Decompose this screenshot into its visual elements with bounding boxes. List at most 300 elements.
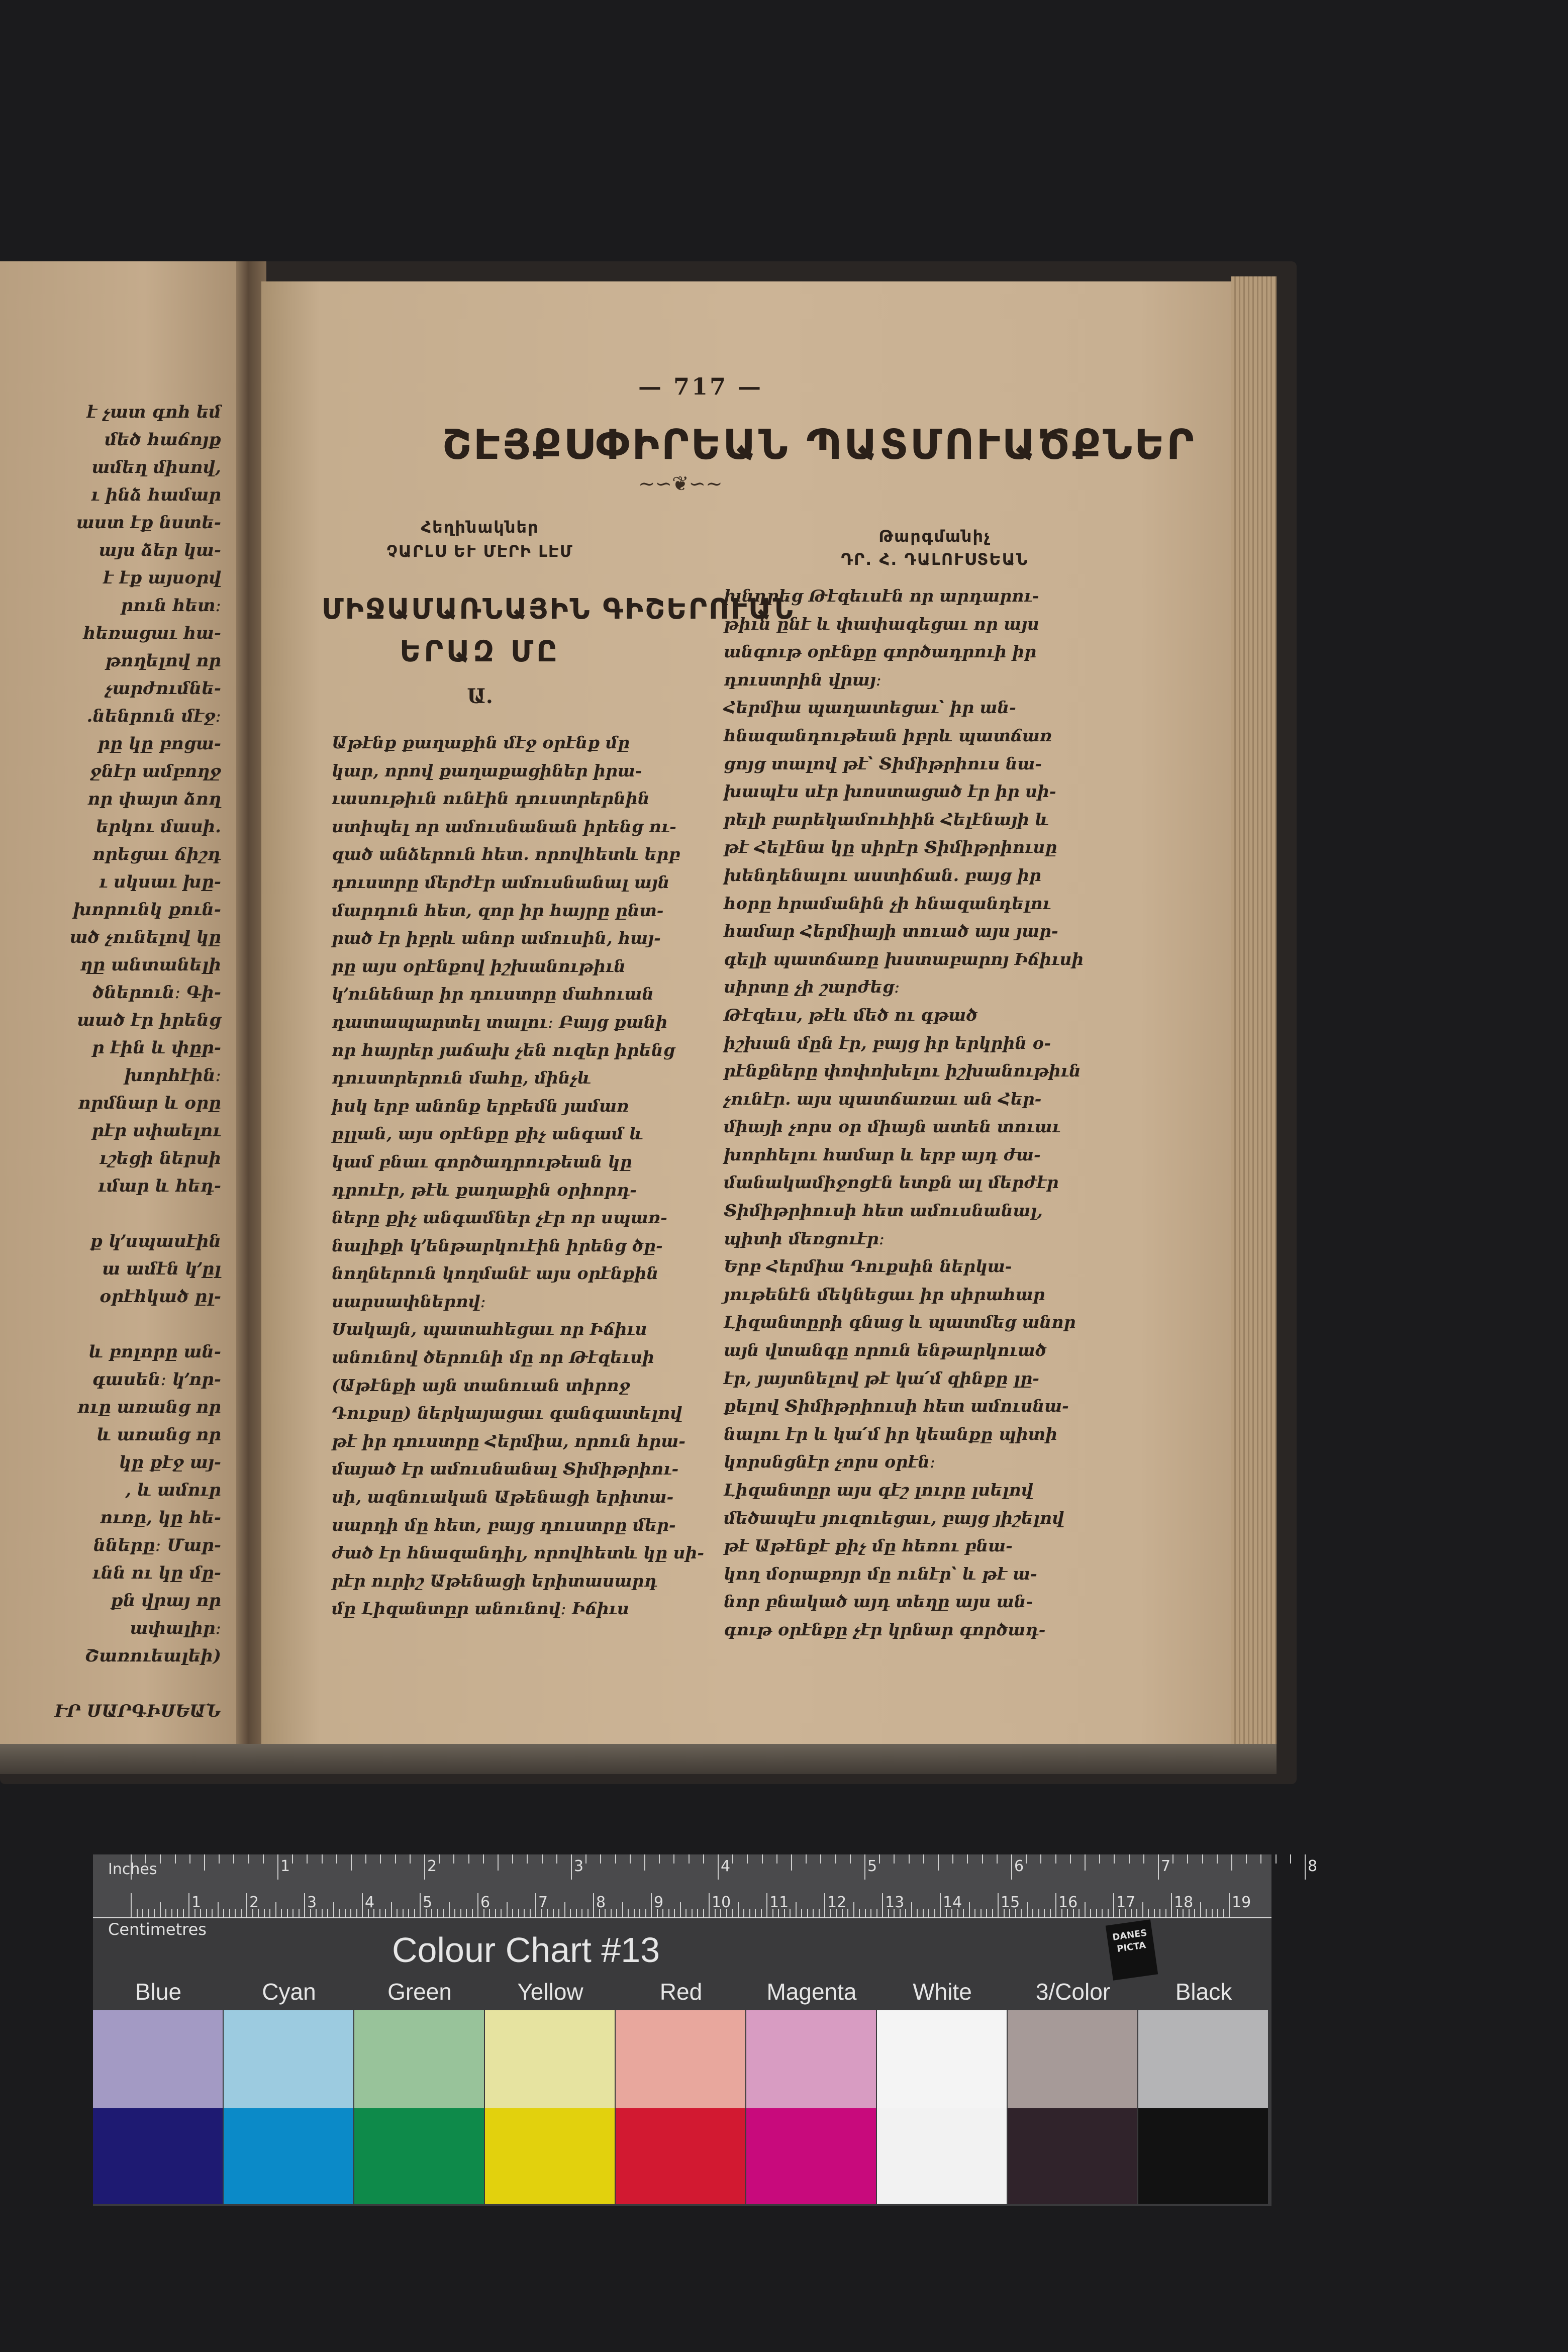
- story-subtitle: ԵՐԱԶ ՄԸ: [400, 634, 560, 668]
- ruler-tick: [1136, 1909, 1137, 1917]
- text-line: րած էր իբրև անոր ամուսին, հայ-: [332, 928, 661, 948]
- ruler-tick: [997, 1854, 998, 1864]
- ruler-tick: [443, 1909, 444, 1917]
- left-page-text-line: որեցաւ ճիշդ: [92, 844, 221, 864]
- ruler-tick: [495, 1909, 496, 1917]
- text-line: Դուքսը) ներկայացաւ գանգատելով: [332, 1403, 682, 1423]
- ruler-tick: [1159, 1909, 1160, 1917]
- ruler-tick: [233, 1854, 234, 1864]
- left-page-text-line: քն վրայ որ: [110, 1591, 221, 1611]
- text-line: դրուէր, թէև քաղաքին օրիորդ-: [332, 1180, 637, 1200]
- ruler-tick: [644, 1854, 645, 1871]
- ruler-tick: [801, 1909, 802, 1917]
- ruler-tick: [460, 1909, 461, 1917]
- ruler-tick: [894, 1854, 895, 1864]
- ruler-tick: [1032, 1909, 1033, 1917]
- ruler-tick: [148, 1909, 149, 1917]
- section-title: ՇԷՅՔՍՓԻՐԵԱՆ ՊԱՏՄՈՒԱԾՔՆԵՐ: [442, 421, 1196, 469]
- text-line: նալու էր և կա՛մ իր կեանքը պիտի: [724, 1424, 1058, 1444]
- ruler-tick: [277, 1854, 278, 1880]
- ruler-tick: [934, 1909, 935, 1917]
- text-line: ըլլան, այս օրէնքը քիչ անգամ և: [332, 1124, 643, 1144]
- text-line: որ հայրեր յաճախ չեն ուզեր իրենց: [332, 1040, 675, 1060]
- text-line: կամ բնաւ գործադրութեան կը: [332, 1151, 632, 1171]
- ruler-tick: [1044, 1909, 1045, 1917]
- ruler-tick: [1090, 1909, 1091, 1917]
- ruler-tick: [410, 1854, 411, 1864]
- ruler-tick: [1055, 1854, 1056, 1864]
- text-line: կորսնցնէր չորս օրէն։: [724, 1452, 936, 1472]
- ruler-tick: [507, 1902, 508, 1917]
- left-page-text-line: այս ձեր կա-: [99, 540, 221, 560]
- text-line: իսկ երբ անոնք երբեմն յամառ: [332, 1096, 629, 1116]
- left-page-text-line: որ փայտ ձող: [87, 789, 221, 809]
- ruler-tick: [938, 1854, 939, 1871]
- text-line: անգութ օրէնքը գործադրուի իր: [724, 642, 1037, 662]
- ruler-tick: [1154, 1909, 1155, 1917]
- ruler-tick: [345, 1909, 346, 1917]
- ruler-tick: [235, 1909, 236, 1917]
- patch-label: Black: [1175, 1979, 1232, 2005]
- left-page-text-line: ւշեցի ներսի: [99, 1148, 221, 1168]
- colour-patch-dark: [1138, 2108, 1268, 2204]
- left-page-text-line: ք կ՚սպասէին: [90, 1231, 221, 1251]
- ruler-tick: [718, 1854, 719, 1880]
- ruler-tick: [703, 1909, 704, 1917]
- ruler-tick: [160, 1854, 161, 1864]
- colour-patch-dark: [616, 2108, 745, 2204]
- inch-number: 1: [280, 1857, 290, 1875]
- cm-number: 15: [1001, 1894, 1020, 1911]
- ruler-tick: [853, 1902, 854, 1917]
- colour-patch-light: [1008, 2010, 1137, 2108]
- left-page-text-line: է էք այսօրվ: [103, 568, 221, 588]
- ruler-tick: [281, 1909, 282, 1917]
- ruler-tick: [600, 1854, 601, 1864]
- ruler-tick: [1114, 1854, 1115, 1864]
- text-line: զած անձերուն հետ. որովհետև երբ: [332, 844, 680, 864]
- book-binding-edge: [0, 1744, 1277, 1774]
- ruler-tick: [1200, 1902, 1201, 1917]
- cm-number: 5: [423, 1894, 433, 1911]
- ruler-tick: [414, 1909, 415, 1917]
- left-page-text-line: ՒՐ ՍԱՐԳԻՍԵԱՆ: [55, 1701, 221, 1721]
- ruler-tick: [264, 1909, 265, 1917]
- ruler-tick: [732, 1909, 733, 1917]
- ruler-tick: [659, 1854, 660, 1864]
- page-number: — 717 —: [638, 373, 763, 400]
- ruler-tick: [304, 1893, 305, 1917]
- ruler-tick: [1202, 1854, 1203, 1864]
- text-line: խենդենալու աստիճան. բայց իր: [724, 865, 1041, 885]
- ruler-tick: [1229, 1893, 1230, 1917]
- ruler-tick: [776, 1854, 777, 1864]
- ruler-tick: [824, 1893, 825, 1917]
- text-column-left: [332, 729, 705, 1623]
- ruler-tick: [791, 1854, 792, 1871]
- ruler-tick: [380, 1854, 381, 1864]
- ruler-tick: [1142, 1902, 1143, 1917]
- ruler-tick: [1165, 1909, 1166, 1917]
- colour-patch-light: [877, 2010, 1007, 2108]
- ruler-tick: [974, 1909, 975, 1917]
- ruler-tick: [917, 1909, 918, 1917]
- ruler-tick: [219, 1854, 220, 1864]
- ruler-tick: [131, 1893, 132, 1917]
- story-title: ՄԻՋԱՄԱՌՆԱՅԻՆ ԳԻՇԵՐՈՒԱՆ: [322, 593, 795, 626]
- ruler-tick: [651, 1893, 652, 1917]
- ruler-tick: [137, 1909, 138, 1917]
- ruler-tick: [292, 1909, 293, 1917]
- left-page-text-line: ւնն ու կը մը-: [92, 1563, 221, 1583]
- colour-patch-light: [93, 2010, 223, 2108]
- ruler-tick: [397, 1909, 398, 1917]
- text-line: ժած էր հնազանդիլ, որովհետև կը սի-: [332, 1543, 705, 1563]
- ruler-tick: [905, 1909, 906, 1917]
- ruler-tick: [963, 1909, 964, 1917]
- ruler-tick: [1223, 1909, 1224, 1917]
- ruler-tick: [1050, 1909, 1051, 1917]
- left-page-text-line: մեծ հաճոյք: [105, 430, 221, 450]
- ruler-tick: [835, 1854, 836, 1864]
- ruler-tick: [766, 1893, 767, 1917]
- text-line: խորհելու համար և երբ այդ ժա-: [724, 1144, 1041, 1164]
- colour-patch-dark: [1008, 2108, 1137, 2204]
- text-line: թէ Աթէնքէ քիչ մը հեռու բնա-: [724, 1536, 1013, 1556]
- ruler-tick: [882, 1893, 883, 1917]
- text-line: քելով Տիմիթրիուսի հետ ամուսնա-: [724, 1396, 1069, 1416]
- text-line: Լիզանտըրի գնաց և պատմեց անոր: [724, 1312, 1076, 1332]
- ruler-tick: [1040, 1854, 1041, 1864]
- colour-patch-light: [224, 2010, 353, 2108]
- ruler-tick: [183, 1909, 184, 1917]
- cm-number: 19: [1232, 1894, 1251, 1911]
- ruler-tick: [634, 1909, 635, 1917]
- left-page-text-line: խորունկ քուն-: [73, 900, 221, 920]
- left-page-text-line: ուռը, կը հե-: [100, 1508, 221, 1528]
- ruler-tick: [940, 1893, 941, 1917]
- ruler-tick: [527, 1854, 528, 1864]
- ruler-tick: [553, 1909, 554, 1917]
- colour-patch-dark: [485, 2108, 615, 2204]
- text-line: թէ իր դուստրը Հերմիա, որուն հրա-: [332, 1431, 685, 1451]
- ruler-tick: [142, 1909, 143, 1917]
- text-line: րելի բարեկամուհիին Հելէնայի և: [724, 809, 1049, 829]
- ruler-tick: [269, 1909, 270, 1917]
- left-page-text-line: և առանց որ: [96, 1425, 221, 1445]
- ruler-tick: [981, 1909, 982, 1917]
- ruler-tick: [859, 1909, 860, 1917]
- cm-number: 16: [1058, 1894, 1078, 1911]
- text-line: Տիմիթրիուսի հետ ամուսնանալ,: [724, 1201, 1043, 1221]
- ruler-tick: [439, 1854, 440, 1864]
- text-line: սարսափներով։: [332, 1291, 486, 1311]
- ruler-tick: [518, 1909, 519, 1917]
- colour-patch-dark: [746, 2108, 876, 2204]
- ruler-tick: [477, 1893, 478, 1917]
- ruler-tick: [755, 1909, 756, 1917]
- cm-number: 17: [1116, 1894, 1136, 1911]
- text-line: Թէզեւս, թէև մեծ ու գթած: [724, 1005, 978, 1025]
- colour-patch-light: [1138, 2010, 1268, 2108]
- ruler-tick: [982, 1854, 983, 1864]
- ruler-tick: [530, 1909, 531, 1917]
- ruler-tick: [206, 1909, 207, 1917]
- left-page-text-line: ւմար և հեդ-: [97, 1176, 221, 1196]
- ruler-tick: [820, 1854, 821, 1864]
- colour-patch-light: [354, 2010, 484, 2108]
- ruler-tick: [581, 1909, 582, 1917]
- ruler-tick: [1260, 1854, 1261, 1864]
- text-line: նալիքի կ՚ենթարկուէին իրենց ծը-: [332, 1235, 663, 1255]
- ruler-tick: [673, 1854, 674, 1864]
- ruler-tick: [1113, 1893, 1114, 1917]
- ruler-tick: [1305, 1854, 1306, 1880]
- text-line: հնազանդութեան իբրև պատճառ: [724, 725, 1052, 745]
- ruler-tick: [524, 1909, 525, 1917]
- ruler-tick: [512, 1854, 513, 1864]
- ruler-tick: [761, 1909, 762, 1917]
- left-page-text-line: աած էր իրենց: [77, 1010, 221, 1030]
- text-line: րը այս օրէնքով իշխանութիւն: [332, 956, 626, 976]
- ruler-tick: [336, 1854, 337, 1864]
- ruler-tick: [498, 1854, 499, 1871]
- colour-patch-dark: [93, 2108, 223, 2204]
- ruler-tick: [453, 1854, 454, 1864]
- text-line: այն վտանգը որուն ենթարկուած: [724, 1340, 1047, 1360]
- ruler-tick: [615, 1854, 616, 1864]
- left-page-text-line: րուն հետ։: [121, 596, 221, 616]
- ruler-tick: [1194, 1909, 1195, 1917]
- text-line: յութենէն մեկնեցաւ իր սիրահար: [724, 1284, 1045, 1304]
- cm-number: 13: [885, 1894, 905, 1911]
- text-line: մեծապէս յուզուեցաւ, բայց յիշելով: [724, 1508, 1064, 1528]
- centimetres-label: Centimetres: [108, 1920, 207, 1939]
- ruler-tick: [1143, 1854, 1144, 1864]
- ruler-tick: [1011, 1854, 1012, 1880]
- ruler-tick: [998, 1893, 999, 1917]
- left-page-text-line: րէր սփաելու: [91, 1121, 221, 1141]
- ruler-tick: [813, 1909, 814, 1917]
- ruler-tick: [189, 1854, 190, 1864]
- left-page-text-line: ուը առանց որ: [77, 1397, 221, 1417]
- ruler-tick: [542, 1854, 543, 1864]
- ruler-tick: [420, 1893, 421, 1917]
- left-page-text-line: նները։ Մար-: [93, 1535, 221, 1555]
- left-page-text-line: ծներուն։ Գի-: [92, 983, 221, 1003]
- ruler-tick: [593, 1893, 594, 1917]
- ruler-tick: [1055, 1893, 1056, 1917]
- left-page-text-line: օրէհկած ըլ-: [100, 1287, 221, 1307]
- text-line: հօրը հրամանին չի հնազանդելու: [724, 893, 1051, 913]
- ruler-tick: [1026, 1854, 1027, 1864]
- ruler-tick: [645, 1909, 646, 1917]
- inch-number: 5: [867, 1857, 877, 1875]
- ruler-tick: [807, 1909, 808, 1917]
- ruler-tick: [449, 1902, 450, 1917]
- patch-label: Blue: [135, 1979, 182, 2005]
- ruler-tick: [512, 1909, 513, 1917]
- text-line: պիտի մեռցուէր։: [724, 1228, 885, 1248]
- left-page-text-line: խորհէին։: [124, 1065, 221, 1086]
- text-line: սի, ազնուական Աթենացի երիտա-: [332, 1487, 674, 1507]
- ruler-tick: [743, 1909, 744, 1917]
- ruler-tick: [275, 1902, 276, 1917]
- ruler-tick: [732, 1854, 733, 1864]
- ruler-tick: [709, 1893, 710, 1917]
- text-line: Հերմիա պաղատեցաւ՝ իր ան-: [724, 698, 1016, 718]
- ruler-tick: [1096, 1909, 1097, 1917]
- cm-number: 7: [538, 1894, 548, 1911]
- ruler-tick: [1171, 1893, 1172, 1917]
- colour-patch-light: [746, 2010, 876, 2108]
- left-page-text-line: որմնար և օրը: [78, 1093, 221, 1113]
- text-line: խապէս սէր խոստացած էր իր սի-: [724, 781, 1056, 802]
- ruler-tick: [160, 1902, 161, 1917]
- inches-label: Inches: [108, 1860, 157, 1878]
- patch-label: Red: [659, 1979, 703, 2005]
- ruler-tick: [351, 1854, 352, 1871]
- text-line: դուստրերուն մահը, մինչև: [332, 1068, 592, 1088]
- ruler-tick: [1172, 1854, 1173, 1864]
- ruler-tick: [952, 1854, 953, 1864]
- ruler-tick: [466, 1909, 467, 1917]
- ruler-tick: [923, 1854, 924, 1864]
- ruler-tick: [630, 1854, 631, 1864]
- ruler-tick: [967, 1854, 968, 1864]
- text-line: (Աթէնքի այն տանուան տիրոջ: [332, 1375, 630, 1395]
- ruler-tick: [229, 1909, 230, 1917]
- text-line: իշխան մըն էր, բայց իր երկրին օ-: [724, 1033, 1051, 1053]
- ruler-tick: [556, 1854, 557, 1864]
- ruler-tick: [570, 1909, 571, 1917]
- text-line: նողներուն կողմանէ այս օրէնքին: [332, 1263, 659, 1284]
- ruler-tick: [218, 1902, 219, 1917]
- ornament-divider: ~∽❦∽~: [638, 472, 723, 496]
- cm-number: 10: [712, 1894, 731, 1911]
- left-page-text-line: հեռացաւ հա-: [83, 623, 221, 643]
- ruler-tick: [680, 1902, 681, 1917]
- text-line: ցոյց տալով թէ՝ Տիմիթրիուս նա-: [724, 753, 1042, 773]
- page-edges: [1231, 276, 1277, 1754]
- cm-number: 3: [307, 1894, 317, 1911]
- ruler-tick: [1290, 1854, 1291, 1864]
- ruler-tick: [339, 1909, 340, 1917]
- ruler-tick: [395, 1854, 396, 1864]
- ruler-tick: [870, 1909, 871, 1917]
- text-line: րէնքները փոփոխելու իշխանութիւն: [724, 1061, 1081, 1081]
- colour-patch-dark: [354, 2108, 484, 2204]
- cm-number: 8: [596, 1894, 606, 1911]
- inch-number: 8: [1308, 1857, 1318, 1875]
- ruler-tick: [454, 1909, 455, 1917]
- left-page-text-line: Շառուեալեի): [84, 1646, 221, 1666]
- text-line: խնդրեց Թէզեւսէն որ արդարու-: [724, 586, 1039, 606]
- ruler-tick: [437, 1909, 438, 1917]
- ruler-tick: [1027, 1902, 1028, 1917]
- ruler-tick: [501, 1909, 502, 1917]
- left-page-text-line: գասեն։ կ՚որ-: [92, 1369, 221, 1390]
- text-line: անունով ծերունի մը որ Թէզեւսի: [332, 1347, 655, 1367]
- ruler-tick: [483, 1854, 484, 1864]
- ruler-tick: [177, 1909, 178, 1917]
- ruler-tick: [879, 1854, 880, 1864]
- text-line: մարդուն հետ, զոր իր հայրը ընտ-: [332, 900, 664, 920]
- ruler-tick: [806, 1854, 807, 1864]
- ruler-tick: [241, 1909, 242, 1917]
- text-line: կ՚ունենար իր դուստրը մահուան: [332, 984, 654, 1004]
- text-line: գութ օրէնքը չէր կրնար գործադ-: [724, 1619, 1046, 1639]
- chapter-number: Ա.: [467, 684, 493, 708]
- text-line: Սակայն, պատահեցաւ որ Իճիւս: [332, 1319, 647, 1339]
- patch-label: White: [913, 1979, 972, 2005]
- ruler-tick: [558, 1909, 559, 1917]
- ruler-tick: [911, 1902, 912, 1917]
- cm-number: 14: [943, 1894, 962, 1911]
- ruler-tick: [1129, 1854, 1130, 1864]
- ruler-tick: [292, 1854, 293, 1864]
- text-line: թէ Հելէնա կը սիրէր Տիմիթրիուսը: [724, 837, 1057, 857]
- ruler-tick: [472, 1909, 473, 1917]
- text-line: կար, որով քաղաքացիներ իրա-: [332, 760, 642, 780]
- ruler-tick: [468, 1854, 469, 1864]
- left-page-text-line: ա ամէն կ՚ըլ: [102, 1259, 221, 1279]
- ruler-tick: [403, 1909, 404, 1917]
- text-line: դուստրին վրայ։: [724, 669, 881, 690]
- ruler-tick: [333, 1902, 334, 1917]
- text-line: ւասութիւն ունէին դուստրերնին: [332, 789, 650, 809]
- colour-patch-dark: [877, 2108, 1007, 2204]
- ruler-tick: [1085, 1902, 1086, 1917]
- ruler-tick: [668, 1909, 669, 1917]
- left-page-text-line: ջնէր ամբողջ: [90, 761, 221, 781]
- inch-number: 2: [427, 1857, 437, 1875]
- ruler-tick: [223, 1909, 224, 1917]
- text-line: թիւն ընէ և փափագեցաւ որ այս: [724, 614, 1039, 634]
- ruler-tick: [322, 1854, 323, 1864]
- ruler-tick: [703, 1854, 704, 1864]
- ruler-tick: [796, 1902, 797, 1917]
- text-line: էր, յայտնելով թէ կա՛մ զինքը լը-: [724, 1368, 1039, 1388]
- ruler-tick: [876, 1909, 877, 1917]
- ruler-tick: [248, 1854, 249, 1864]
- ruler-tick: [1212, 1909, 1213, 1917]
- ruler-tick: [204, 1854, 205, 1871]
- ruler-tick: [616, 1909, 617, 1917]
- text-line: րէր ուրիշ Աթենացի երիտասարդ: [332, 1571, 657, 1591]
- inch-number: 4: [721, 1857, 731, 1875]
- text-line: ստիպել որ ամուսնանան իրենց ու-: [332, 816, 676, 836]
- inch-number: 6: [1014, 1857, 1024, 1875]
- chart-title: Colour Chart #13: [392, 1930, 660, 1970]
- left-page-text-line: թողելով որ: [105, 651, 221, 671]
- left-page-text-line: ւ սկսաւ խը-: [99, 872, 221, 892]
- ruler-tick: [850, 1854, 851, 1864]
- ruler-tick: [327, 1909, 328, 1917]
- ruler-tick: [865, 1909, 866, 1917]
- text-line: Լիզանտըր այս գէշ լուրը լսելով: [724, 1480, 1033, 1500]
- cm-number: 1: [191, 1894, 202, 1911]
- ruler-tick: [350, 1909, 351, 1917]
- left-page-text-line: ած չունելով կը: [69, 927, 221, 947]
- ruler-tick: [697, 1909, 698, 1917]
- ruler-tick: [986, 1909, 987, 1917]
- text-line: չունէր. այս պատճառաւ ան Հեր-: [724, 1089, 1042, 1109]
- ruler-tick: [749, 1909, 750, 1917]
- patch-label: 3/Color: [1035, 1979, 1111, 2005]
- left-page-text-line: կը քէջ այ-: [119, 1452, 221, 1473]
- ruler-tick: [424, 1854, 425, 1880]
